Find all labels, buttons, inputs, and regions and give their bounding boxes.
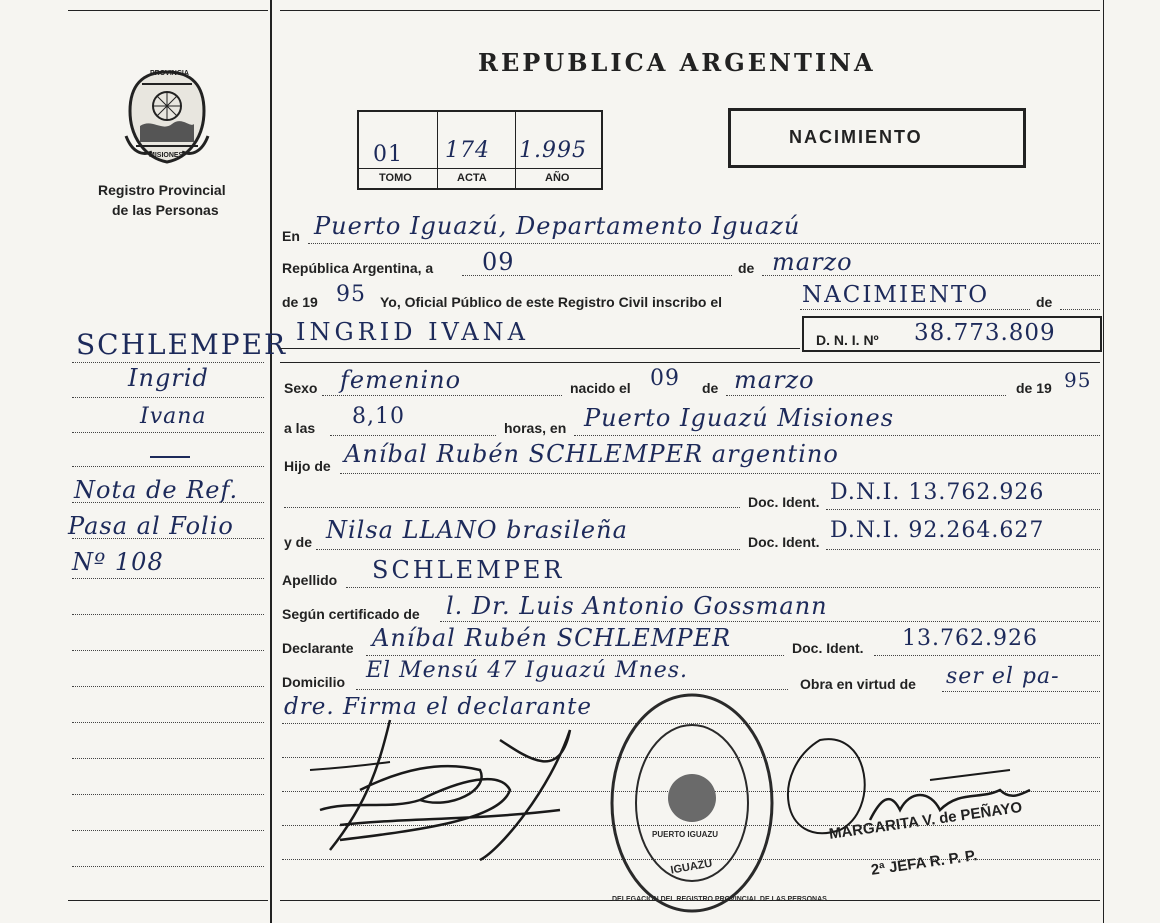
acta-label: ACTA: [457, 172, 487, 184]
domicilio-label: Domicilio: [282, 674, 346, 690]
bottom-rule-left: [68, 900, 268, 901]
official-signature: [780, 710, 1040, 870]
tomo-value: 01: [373, 142, 403, 167]
margin-note-line-1: Nota de Ref.: [74, 476, 239, 504]
margin-surname: SCHLEMPER: [76, 328, 288, 361]
nacido-label: nacido el: [570, 380, 631, 396]
registry-name-line2: de las Personas: [112, 202, 219, 218]
de-label-3: de: [702, 380, 719, 396]
ano-label: AÑO: [545, 172, 570, 184]
a-las-label: a las: [284, 420, 316, 436]
declarante-label: Declarante: [282, 640, 354, 656]
mother-doc-label: Doc. Ident.: [748, 534, 820, 550]
birth-time-value: 8,10: [352, 404, 405, 429]
domicilio-value: El Mensú 47 Iguazú Mnes.: [366, 658, 689, 683]
obra-value: ser el pa-: [946, 664, 1060, 689]
margin-line: [72, 397, 264, 398]
obra-label: Obra en virtud de: [800, 676, 916, 692]
birth-place-value: Puerto Iguazú Misiones: [584, 404, 895, 432]
father-line: [340, 473, 1100, 474]
sexo-label: Sexo: [284, 380, 318, 396]
top-rule-right: [280, 10, 1100, 11]
record-type-box: [728, 108, 1026, 168]
place-value: Puerto Iguazú, Departamento Iguazú: [314, 212, 801, 240]
declarante-doc-line: [874, 655, 1100, 656]
margin-line: [72, 614, 264, 615]
y-de-label: y de: [284, 534, 313, 550]
horas-label: horas, en: [504, 420, 567, 436]
apellido-value: SCHLEMPER: [372, 556, 565, 584]
official-stamp: [606, 690, 827, 916]
place-line: [308, 243, 1100, 244]
registry-name-line1: Registro Provincial: [98, 182, 226, 198]
father-value: Aníbal Rubén SCHLEMPER argentino: [344, 440, 839, 468]
continuation-value: dre. Firma el declarante: [284, 694, 593, 720]
birth-year-suffix: 95: [1064, 368, 1092, 392]
right-frame-line: [1103, 0, 1104, 923]
margin-line: [72, 578, 264, 579]
apellido-line: [346, 587, 1100, 588]
margin-line: [72, 866, 264, 867]
declarant-signature: [300, 700, 600, 900]
tomo-label: TOMO: [379, 172, 412, 184]
margin-note-line-2: Pasa al Folio: [68, 512, 234, 540]
declarante-doc-label: Doc. Ident.: [792, 640, 864, 656]
day-value: 09: [482, 248, 515, 276]
year-suffix-value: 95: [336, 282, 366, 307]
section-rule: [280, 362, 1100, 363]
seal-bottom-text: MISIONES: [149, 152, 184, 159]
stamp-center-text: PUERTO IGUAZU: [652, 830, 719, 839]
en-label: En: [282, 228, 300, 244]
birth-month-value: marzo: [734, 366, 815, 394]
ano-value: 1.995: [519, 138, 587, 163]
de-label-2: de: [1036, 294, 1053, 310]
margin-line: [72, 758, 264, 759]
coat-of-arms-seal: [122, 66, 212, 166]
republica-label: República Argentina, a: [282, 260, 434, 276]
declarante-doc-value: 13.762.926: [902, 626, 1038, 651]
acta-value: 174: [445, 138, 490, 163]
apellido-label: Apellido: [282, 572, 338, 588]
left-frame-line: [270, 0, 272, 923]
father-doc-line: [826, 509, 1100, 510]
father-doc-value: D.N.I. 13.762.926: [830, 480, 1045, 505]
birth-month-line: [726, 395, 1006, 396]
margin-line: [72, 686, 264, 687]
mother-doc-line: [826, 549, 1100, 550]
de-line: [1060, 309, 1100, 310]
dni-value: 38.773.809: [914, 320, 1056, 346]
mother-line: [316, 549, 740, 550]
document-title: REPUBLICA ARGENTINA: [478, 48, 876, 77]
sexo-value: femenino: [340, 366, 462, 394]
declarante-value: Aníbal Rubén SCHLEMPER: [372, 624, 732, 652]
seal-top-text: PROVINCIA: [150, 70, 189, 77]
act-kind-value: NACIMIENTO: [802, 282, 990, 308]
sexo-line: [322, 395, 562, 396]
de-label: de: [738, 260, 755, 276]
official-role: 2ª JEFA R. P. P.: [870, 847, 979, 879]
margin-dash: [150, 456, 190, 458]
margin-line: [72, 722, 264, 723]
certificado-line: [440, 621, 1100, 622]
hijo-label: Hijo de: [284, 458, 331, 474]
margin-line: [72, 362, 264, 363]
father-doc-label: Doc. Ident.: [748, 494, 820, 510]
birth-day-value: 09: [650, 366, 680, 391]
segun-label: Según certificado de: [282, 606, 420, 622]
margin-note-line-3: Nº 108: [72, 548, 164, 576]
dni-box: [802, 316, 1102, 352]
obra-line: [942, 691, 1100, 692]
top-rule-left: [68, 10, 268, 11]
svg-text:IGUAZU: IGUAZU: [669, 857, 714, 877]
dni-label: D. N. I. Nº: [816, 332, 879, 348]
mother-value: Nilsa LLANO brasileña: [326, 516, 628, 544]
mother-doc-value: D.N.I. 92.264.627: [830, 518, 1045, 543]
official-name: MARGARITA V. de PEÑAYO: [828, 798, 1024, 843]
margin-line: [72, 502, 264, 503]
act-kind-line: [800, 309, 1030, 310]
birth-year-prefix: de 19: [1016, 380, 1052, 396]
record-type-label: NACIMIENTO: [789, 127, 923, 147]
margin-given-name-2: Ivana: [140, 404, 207, 429]
declarante-line: [366, 655, 784, 656]
margin-line: [72, 432, 264, 433]
margin-line: [72, 650, 264, 651]
margin-line: [72, 794, 264, 795]
year-prefix-label: de 19: [282, 294, 318, 310]
officer-text: Yo, Oficial Público de este Registro Civil inscribo el: [380, 294, 723, 310]
stamp-ring-text: DELEGACION DEL REGISTRO PROVINCIAL DE LAS PERSONAS: [612, 896, 827, 903]
time-line: [330, 435, 496, 436]
father-extra-line: [284, 507, 740, 508]
margin-line: [72, 538, 264, 539]
child-name-line: [280, 348, 800, 349]
child-name-value: INGRID IVANA: [296, 318, 529, 346]
margin-line: [72, 830, 264, 831]
month-value: marzo: [772, 248, 853, 276]
book-reference-box: [357, 110, 603, 190]
margin-line: [72, 466, 264, 467]
birth-place-line: [574, 435, 1100, 436]
certificado-value: l. Dr. Luis Antonio Gossmann: [446, 592, 828, 620]
margin-given-name-1: Ingrid: [128, 364, 209, 392]
